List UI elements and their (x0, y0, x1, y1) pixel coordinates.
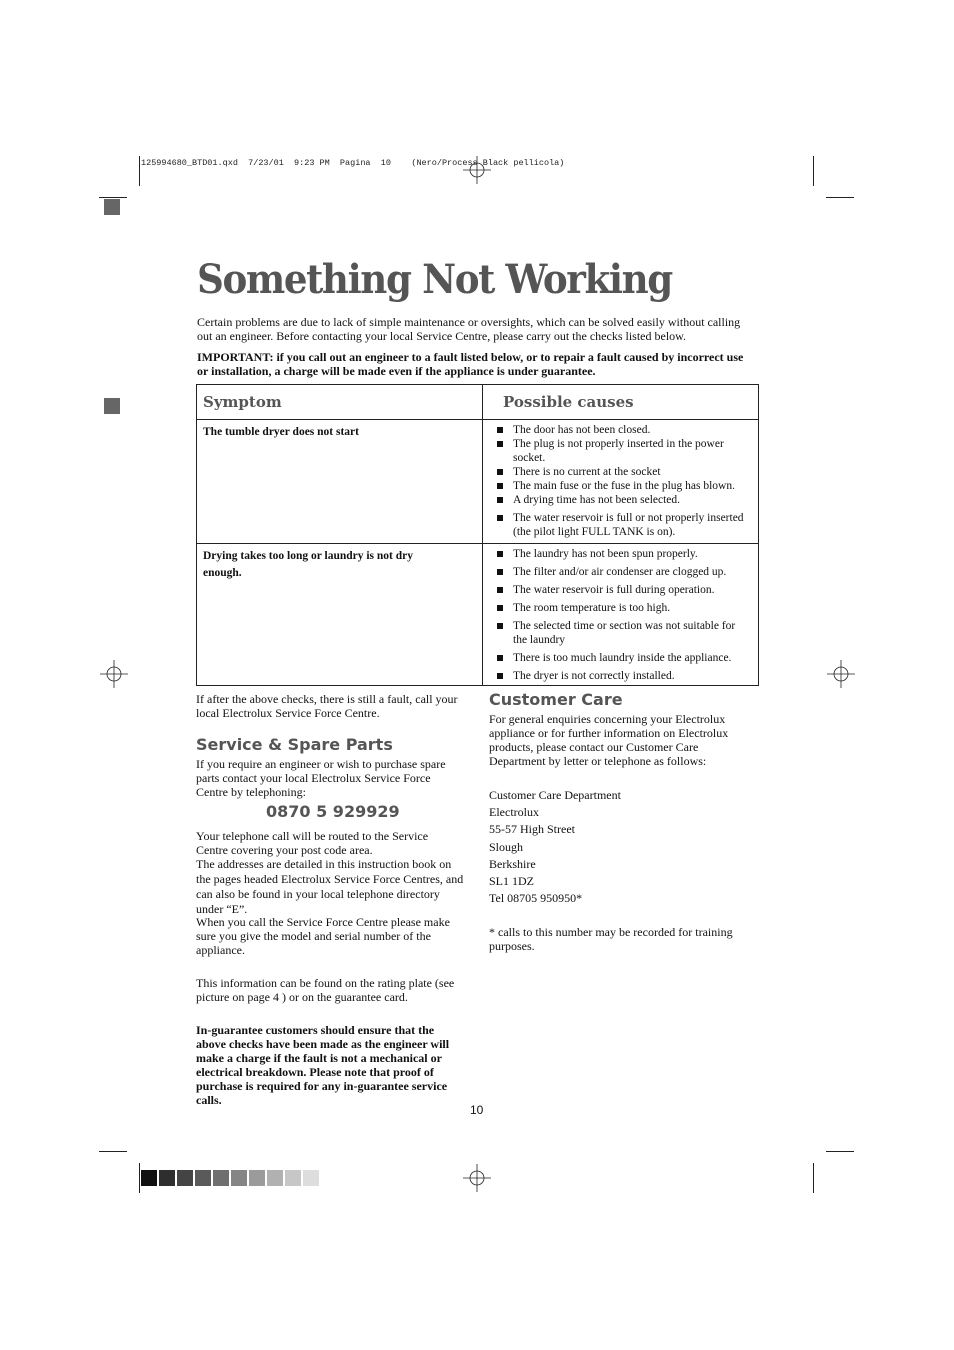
cause-item: The selected time or section was not suitable for the laundry (495, 619, 750, 647)
causes-list (483, 544, 758, 685)
crop-mark (99, 197, 127, 198)
registration-mark-icon (463, 1164, 491, 1192)
registration-mark-icon (827, 660, 855, 688)
causes-list (483, 420, 758, 541)
address-line: Tel 08705 950950* (489, 891, 583, 906)
symptom-header-label: Symptom (203, 393, 282, 411)
cause-item: The laundry has not been spun properly. (495, 547, 750, 561)
crop-mark (813, 156, 814, 186)
margin-marker (104, 398, 120, 414)
table-row (197, 420, 759, 544)
causes-header (483, 385, 759, 420)
after-checks-text: If after the above checks, there is still a fault, call your local Electrolux Service Force Centre. (196, 692, 458, 720)
service-heading: Service & Spare Parts (196, 735, 393, 754)
printer-slug: 125994680_BTD01.qxd 7/23/01 9:23 PM Pagina 10 (Nero/Process Black pellicola) (141, 158, 565, 168)
page-number: 10 (470, 1103, 484, 1117)
symptom-cell: Drying takes too long or laundry is not dry enough. (197, 544, 483, 686)
intro-paragraph: Certain problems are due to lack of simple maintenance or oversights, which can be solved easily without calling out an engineer. Before contacting your local Service Centre, please carry out the checks listed below. (197, 315, 741, 343)
cause-item: The main fuse or the fuse in the plug has blown. (495, 479, 750, 493)
color-bar-swatch (267, 1170, 283, 1186)
color-bar-swatch (213, 1170, 229, 1186)
color-bar-swatch (159, 1170, 175, 1186)
address-line: Berkshire (489, 856, 536, 871)
cause-item: The water reservoir is full during operation. (495, 583, 750, 597)
color-bar-swatch (303, 1170, 319, 1186)
registration-mark-icon (100, 660, 128, 688)
table-row (197, 544, 759, 686)
symptom-cell: The tumble dryer does not start (197, 420, 483, 544)
color-bar-swatch (195, 1170, 211, 1186)
color-bar-swatch (285, 1170, 301, 1186)
address-line: 55-57 High Street (489, 822, 575, 837)
crop-mark (826, 1151, 854, 1152)
cause-item: The water reservoir is full or not properly inserted (the pilot light FULL TANK is on). (495, 511, 750, 539)
symptom-header (197, 385, 483, 420)
customer-care-address (489, 787, 621, 907)
customer-care-heading: Customer Care (489, 690, 623, 709)
cause-item: A drying time has not been selected. (495, 493, 750, 507)
crop-mark (826, 197, 854, 198)
color-bar (141, 1170, 319, 1186)
crop-mark (139, 1163, 140, 1193)
address-line: Electrolux (489, 805, 539, 820)
service-phone: 0870 5 929929 (266, 802, 400, 821)
color-bar-swatch (141, 1170, 157, 1186)
color-bar-swatch (249, 1170, 265, 1186)
model-text: When you call the Service Force Centre please make sure you give the model and serial number of the appliance. (196, 915, 450, 957)
service-text: If you require an engineer or wish to purchase spare parts contact your local Electrolux Service Force Centre by telephoning: (196, 757, 446, 799)
address-line: Customer Care Department (489, 788, 621, 802)
crop-mark (813, 1163, 814, 1193)
addresses-text: The addresses are detailed in this instruction book on the pages headed Electrolux Service Force Centres, and can also be found in your local telephone directory under “E”. (196, 857, 464, 916)
cause-item: There is too much laundry inside the appliance. (495, 651, 750, 665)
address-line: Slough (489, 839, 524, 854)
guarantee-notice: In-guarantee customers should ensure that the above checks have been made as the engineer will make a charge if the fault is not a mechanical or electrical breakdown. Please note that proof of purchase is required for any in-guarantee service calls. (196, 1023, 450, 1107)
cause-item: The room temperature is too high. (495, 601, 750, 615)
cause-item: There is no current at the socket (495, 465, 750, 479)
rating-text: This information can be found on the rating plate (see picture on page 4 ) or on the guarantee card. (196, 976, 455, 1004)
important-notice: IMPORTANT: if you call out an engineer to a fault listed below, or to repair a fault caused by incorrect use or installation, a charge will be made even if the appliance is under guarantee. (197, 350, 744, 378)
crop-mark (99, 1151, 127, 1152)
fault-table (196, 384, 759, 686)
cause-item: The door has not been closed. (495, 423, 750, 437)
address-line: SL1 1DZ (489, 874, 534, 889)
causes-cell (483, 544, 759, 686)
cause-item: The plug is not properly inserted in the power socket. (495, 437, 750, 465)
color-bar-swatch (231, 1170, 247, 1186)
margin-marker (104, 199, 120, 215)
cause-item: The filter and/or air condenser are clogged up. (495, 565, 750, 579)
color-bar-swatch (177, 1170, 193, 1186)
page-title: Something Not Working (197, 256, 672, 303)
customer-care-text: For general enquiries concerning your Electrolux appliance or for further information on Electrolux products, please contact our Customer Care Department by letter or telephone as follows: (489, 712, 729, 768)
causes-cell (483, 420, 759, 544)
table-header-row (197, 385, 759, 420)
cause-item: The dryer is not correctly installed. (495, 669, 750, 683)
crop-mark (139, 156, 140, 186)
routing-text: Your telephone call will be routed to the Service Centre covering your post code area. (196, 829, 429, 857)
registration-mark-icon (463, 156, 491, 184)
call-recording-footnote: * calls to this number may be recorded for training purposes. (489, 925, 733, 953)
causes-header-label: Possible causes (503, 393, 634, 411)
